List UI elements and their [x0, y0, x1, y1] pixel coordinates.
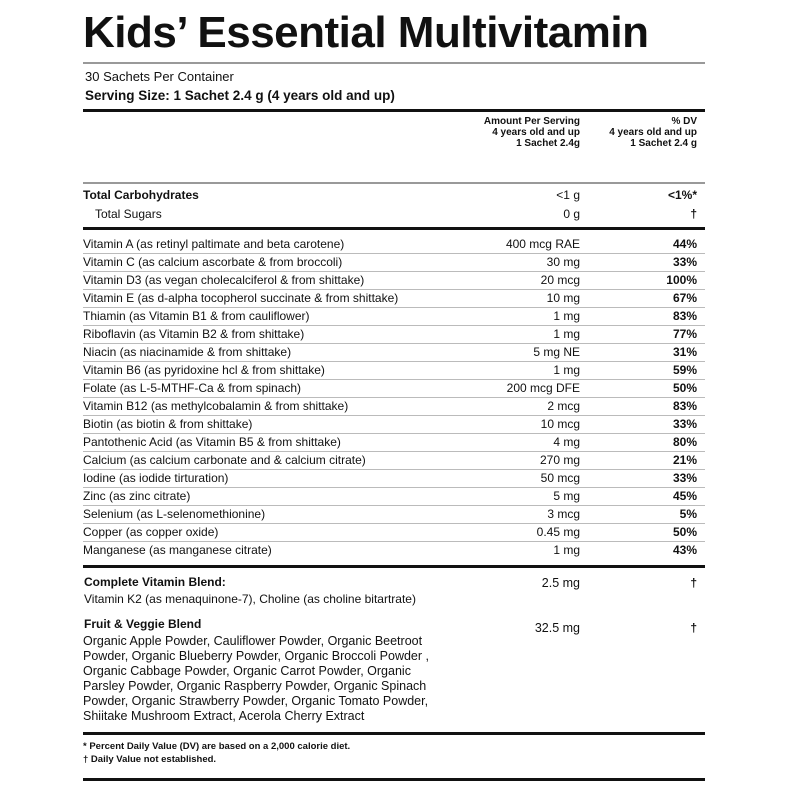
divider [83, 62, 705, 64]
nutrient-amount: 10 mcg [540, 417, 580, 431]
nutrient-amount: 400 mcg RAE [505, 237, 580, 251]
divider [83, 182, 705, 184]
nutrient-name: Vitamin B12 (as methylcobalamin & from shittake) [83, 399, 349, 413]
nutrient-dv: 83% [672, 309, 697, 323]
nutrient-name: Selenium (as L-selenomethionine) [83, 507, 266, 521]
nutrient-dv: 50% [672, 525, 697, 539]
nutrient-name: Calcium (as calcium carbonate and & calcium citrate) [83, 453, 366, 467]
nutrient-row [83, 289, 705, 308]
nutrient-dv: 59% [672, 363, 697, 377]
nutrient-dv: 50% [672, 381, 697, 395]
vitamin-blend-dv: † [690, 576, 697, 590]
nutrient-amount: 20 mcg [540, 273, 580, 287]
nutrient-name: Zinc (as zinc citrate) [83, 489, 191, 503]
nutrient-row [83, 487, 705, 506]
fruit-blend-dv: † [690, 621, 697, 635]
nutrient-row [83, 235, 705, 254]
nutrient-row [83, 541, 705, 559]
nutrient-amount: 1 mg [553, 327, 580, 341]
vitamin-blend-amount: 2.5 mg [541, 576, 580, 590]
fruit-blend-amount: 32.5 mg [534, 621, 580, 635]
nutrient-name: Vitamin B6 (as pyridoxine hcl & from shittake) [83, 363, 325, 377]
product-title: Kids’ Essential Multivitamin [83, 8, 649, 57]
footnote-dv: * Percent Daily Value (DV) are based on a 2,000 calorie diet. [83, 741, 351, 752]
nutrient-row [83, 307, 705, 326]
nutrient-dv: 43% [672, 543, 697, 557]
nutrient-row [83, 343, 705, 362]
nutrient-dv: 33% [672, 255, 697, 269]
nutrient-amount: 3 mcg [547, 507, 580, 521]
nutrient-dv: 33% [672, 417, 697, 431]
amount-header [484, 116, 580, 149]
divider-thick [83, 778, 705, 781]
nutrient-amount: 1 mg [553, 309, 580, 323]
nutrient-name: Vitamin D3 (as vegan cholecalciferol & from shittake) [83, 273, 365, 287]
nutrient-dv: 44% [672, 237, 697, 251]
nutrient-amount: 270 mg [539, 453, 580, 467]
nutrient-amount: 200 mcg DFE [506, 381, 580, 395]
nutrient-amount: 1 mg [553, 363, 580, 377]
nutrient-amount: 4 mg [553, 435, 580, 449]
nutrient-row [83, 451, 705, 470]
carbs-amount: <1 g [556, 188, 580, 202]
nutrient-row [83, 469, 705, 488]
nutrient-row [83, 361, 705, 380]
nutrient-row [83, 433, 705, 452]
nutrient-dv: 5% [679, 507, 697, 521]
header-line: 4 years old and up [609, 127, 697, 138]
header-line: 1 Sachet 2.4 g [630, 138, 697, 149]
nutrient-name: Pantothenic Acid (as Vitamin B5 & from shittake) [83, 435, 341, 449]
nutrient-dv: 83% [672, 399, 697, 413]
nutrient-amount: 2 mcg [547, 399, 580, 413]
divider-thick [83, 565, 705, 568]
dv-header [609, 116, 697, 149]
nutrient-amount: 5 mg NE [533, 345, 580, 359]
nutrient-name: Vitamin A (as retinyl paltimate and beta carotene) [83, 237, 345, 251]
nutrient-row [83, 271, 705, 290]
nutrient-dv: 77% [672, 327, 697, 341]
divider-thick [83, 109, 705, 112]
header-line: % DV [671, 116, 697, 127]
header-line: 4 years old and up [492, 127, 580, 138]
nutrient-name: Manganese (as manganese citrate) [83, 543, 272, 557]
nutrient-row [83, 523, 705, 542]
divider-thick [83, 732, 705, 735]
nutrient-row [83, 505, 705, 524]
header-line: 1 Sachet 2.4g [516, 138, 580, 149]
nutrient-name: Thiamin (as Vitamin B1 & from cauliflower) [83, 309, 310, 323]
carbs-dv: <1%* [667, 188, 697, 202]
sugars-label: Total Sugars [95, 207, 162, 221]
sugars-amount: 0 g [563, 207, 580, 221]
nutrient-name: Riboflavin (as Vitamin B2 & from shittake) [83, 327, 305, 341]
nutrient-dv: 100% [666, 273, 697, 287]
vitamin-blend-ingredients: Vitamin K2 (as menaquinone-7), Choline (as choline bitartrate) [84, 592, 416, 606]
nutrient-name: Copper (as copper oxide) [83, 525, 219, 539]
servings-per-container: 30 Sachets Per Container [85, 69, 234, 84]
carbs-label: Total Carbohydrates [83, 188, 199, 202]
nutrient-row [83, 415, 705, 434]
nutrient-amount: 10 mg [546, 291, 580, 305]
nutrient-name: Folate (as L-5-MTHF-Ca & from spinach) [83, 381, 302, 395]
nutrient-name: Niacin (as niacinamide & from shittake) [83, 345, 292, 359]
nutrient-row [83, 397, 705, 416]
nutrient-amount: 5 mg [553, 489, 580, 503]
nutrient-amount: 50 mcg [540, 471, 580, 485]
nutrient-dv: 31% [672, 345, 697, 359]
serving-size: Serving Size: 1 Sachet 2.4 g (4 years old and up) [85, 88, 395, 103]
nutrient-dv: 45% [672, 489, 697, 503]
header-line: Amount Per Serving [483, 116, 580, 127]
nutrient-name: Vitamin C (as calcium ascorbate & from broccoli) [83, 255, 343, 269]
divider-thick [83, 227, 705, 230]
nutrient-dv: 33% [672, 471, 697, 485]
nutrient-dv: 80% [672, 435, 697, 449]
sugars-dv: † [690, 207, 697, 221]
nutrient-amount: 1 mg [553, 543, 580, 557]
nutrient-dv: 21% [672, 453, 697, 467]
nutrient-row [83, 253, 705, 272]
fruit-blend-label: Fruit & Veggie Blend [84, 617, 202, 631]
footnote-dagger: † Daily Value not established. [83, 754, 217, 765]
nutrient-amount: 30 mg [546, 255, 580, 269]
nutrient-dv: 67% [672, 291, 697, 305]
nutrient-name: Vitamin E (as d-alpha tocopherol succinate & from shittake) [83, 291, 399, 305]
nutrient-name: Biotin (as biotin & from shittake) [83, 417, 253, 431]
nutrient-amount: 0.45 mg [536, 525, 580, 539]
nutrient-row [83, 325, 705, 344]
nutrient-name: Iodine (as iodide tirturation) [83, 471, 229, 485]
nutrient-row [83, 379, 705, 398]
vitamin-blend-label: Complete Vitamin Blend: [84, 575, 226, 589]
fruit-blend-ingredients: Organic Apple Powder, Cauliflower Powder, Organic Beetroot Powder, Organic Blueberry Powder, Organic Broccoli Powder , Organic Cabbage Powder, Organic Carrot Powder, Organic Parsley Powder, Organic Raspberry Powder, Organic Spinach Powder, Organic Strawberry Powder, Organic Tomato Powder, Shiitake Mushroom Extract, Acerola Cherry Extract [83, 634, 429, 723]
